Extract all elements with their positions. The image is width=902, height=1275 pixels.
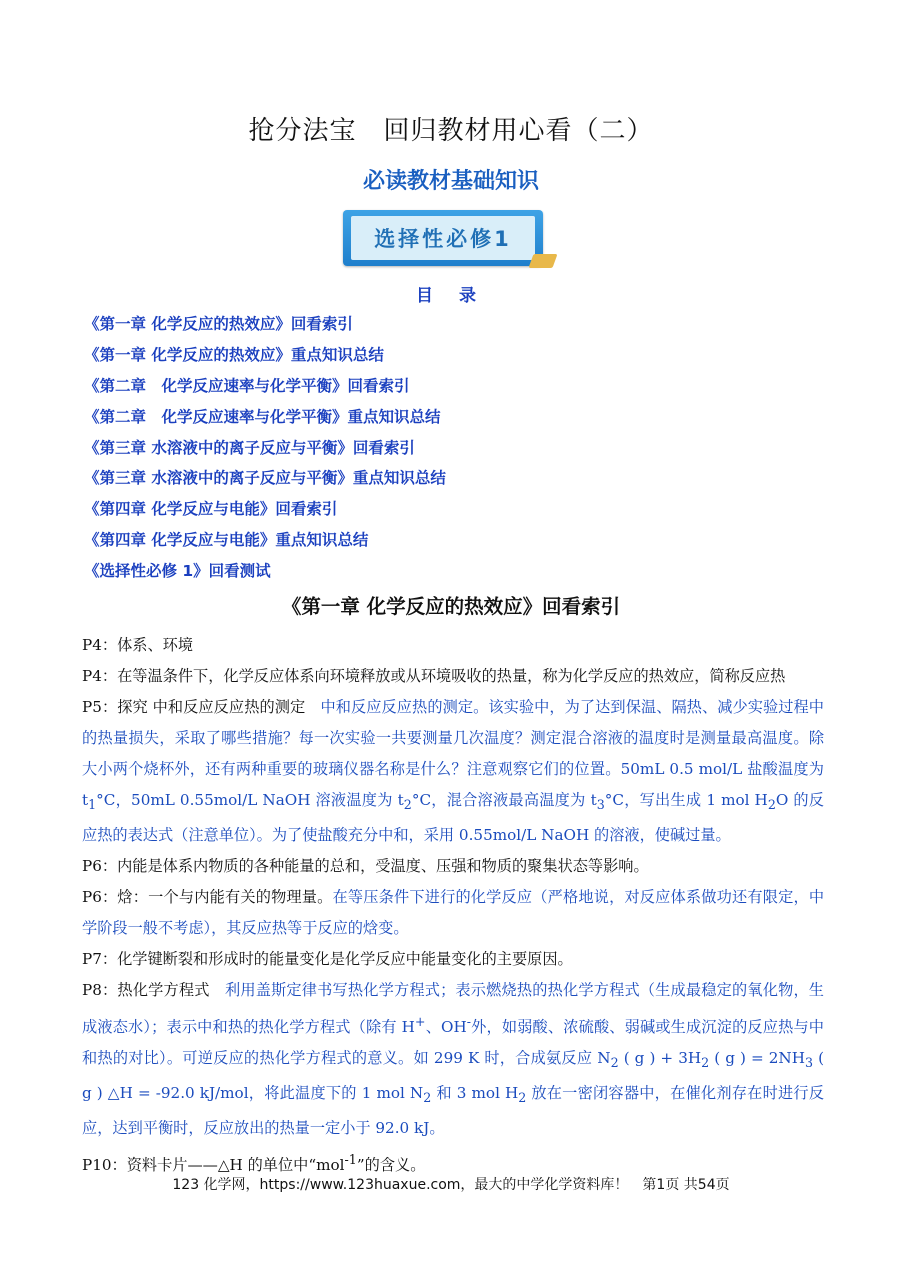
toc-link[interactable]: 《第四章 化学反应与电能》回看索引 [84,500,338,519]
toc-heading: 目 录 [416,286,486,306]
toc-link[interactable]: 《第二章 化学反应速率与化学平衡》重点知识总结 [84,407,441,426]
paragraph-p10: P10：资料卡片——△H 的单位中“mol$^{-1}$”的含义。 [82,1152,426,1175]
banner [343,210,555,270]
section-title: 《第一章 化学反应的热效应》回看索引 [281,595,621,618]
toc-link[interactable]: 《第一章 化学反应的热效应》回看索引 [84,315,353,333]
p6b-label: P6：焓：一个与内能有关的物理量。 [82,888,333,907]
paragraph-p6b [82,882,824,944]
p8-text: 利用盖斯定律书写热化学方程式；表示燃烧热的热化学方程式（生成最稳定的氧化物，生成液态水）；表示中和热的热化学方程式（除有 H+、OH-外，如弱酸、浓硫酸、弱碱或生成沉淀的反应热与中和热的对比）。可逆反应的热化学方程式的意义。如 299 K 时，合成氨反应 $N_2$ ( g ) + $3H_2$ ( g ) = $2NH_3$ ( g ) △H = -92.0 kJ/mol，将此温度下的 1 mol $N_2$ 和 3 mol $H_2$ 放在一密闭容器中，在催化剂存在时进行反应，达到平衡时，反应放出的热量一定小于 92.0 kJ。 [82,981,825,1138]
table-of-contents [84,309,844,587]
paragraph-p4b: P4：在等温条件下，化学反应体系向环境释放或从环境吸收的热量，称为化学反应的热效应，简称反应热 [82,667,786,685]
toc-link[interactable]: 《第三章 水溶液中的离子反应与平衡》重点知识总结 [84,469,446,488]
toc-link[interactable]: 《第二章 化学反应速率与化学平衡》回看索引 [84,376,410,395]
page-subtitle: 必读教材基础知识 [362,169,539,194]
p5-text: 中和反应反应热的测定。该实验中，为了达到保温、隔热、减少实验过程中的热量损失，采取了哪些措施？每一次实验一共要测量几次温度？测定混合溶液的温度时是测量最高温度。除大小两个烧杯外，还有两种重要的玻璃仪器名称是什么？注意观察它们的位置。50mL 0.5 mol/L 盐酸温度为 $t_1^\circ C$，50mL 0.55mol/L NaOH 溶液温度为 $t_2^\circ C$，混合溶液最高温度为 $t_3^\circ C$，写出生成 1 mol $H_2O$ 的反应热的表达式（注意单位）。为了使盐酸充分中和，采用 0.55mol/L NaOH 的溶液，使碱过量。 [82,698,824,845]
p6b-text: 在等压条件下进行的化学反应（严格地说，对反应体系做功还有限定，中学阶段一般不考虑），其反应热等于反应的焓变。 [82,888,825,938]
paragraph-p8 [82,975,824,1144]
banner-frame [343,210,543,266]
paragraph-p7: P7：化学键断裂和形成时的能量变化是化学反应中能量变化的主要原因。 [82,950,573,969]
banner-label: 选择性必修1 [351,216,535,260]
paragraph-p4a: P4：体系、环境 [82,636,194,654]
paragraph-p5 [82,692,824,851]
toc-link[interactable]: 《选择性必修 1》回看测试 [84,562,271,581]
scroll-decoration-icon [528,254,557,268]
page-footer: 123 化学网，https://www.123huaxue.com，最大的中学化学资料库！ 第1页 共54页 [172,1177,730,1193]
p8-label: P8：热化学方程式 [82,981,210,1000]
section-body [82,630,824,1181]
p5-label: P5：探究 中和反应反应热的测定 [82,698,306,716]
toc-link[interactable]: 《第一章 化学反应的热效应》重点知识总结 [84,345,384,364]
toc-link[interactable]: 《第三章 水溶液中的离子反应与平衡》回看索引 [84,438,415,457]
page-title: 抢分法宝 回归教材用心看（二） [248,116,654,146]
toc-link[interactable]: 《第四章 化学反应与电能》重点知识总结 [84,531,369,550]
paragraph-p6a: P6：内能是体系内物质的各种能量的总和，受温度、压强和物质的聚集状态等影响。 [82,857,649,876]
